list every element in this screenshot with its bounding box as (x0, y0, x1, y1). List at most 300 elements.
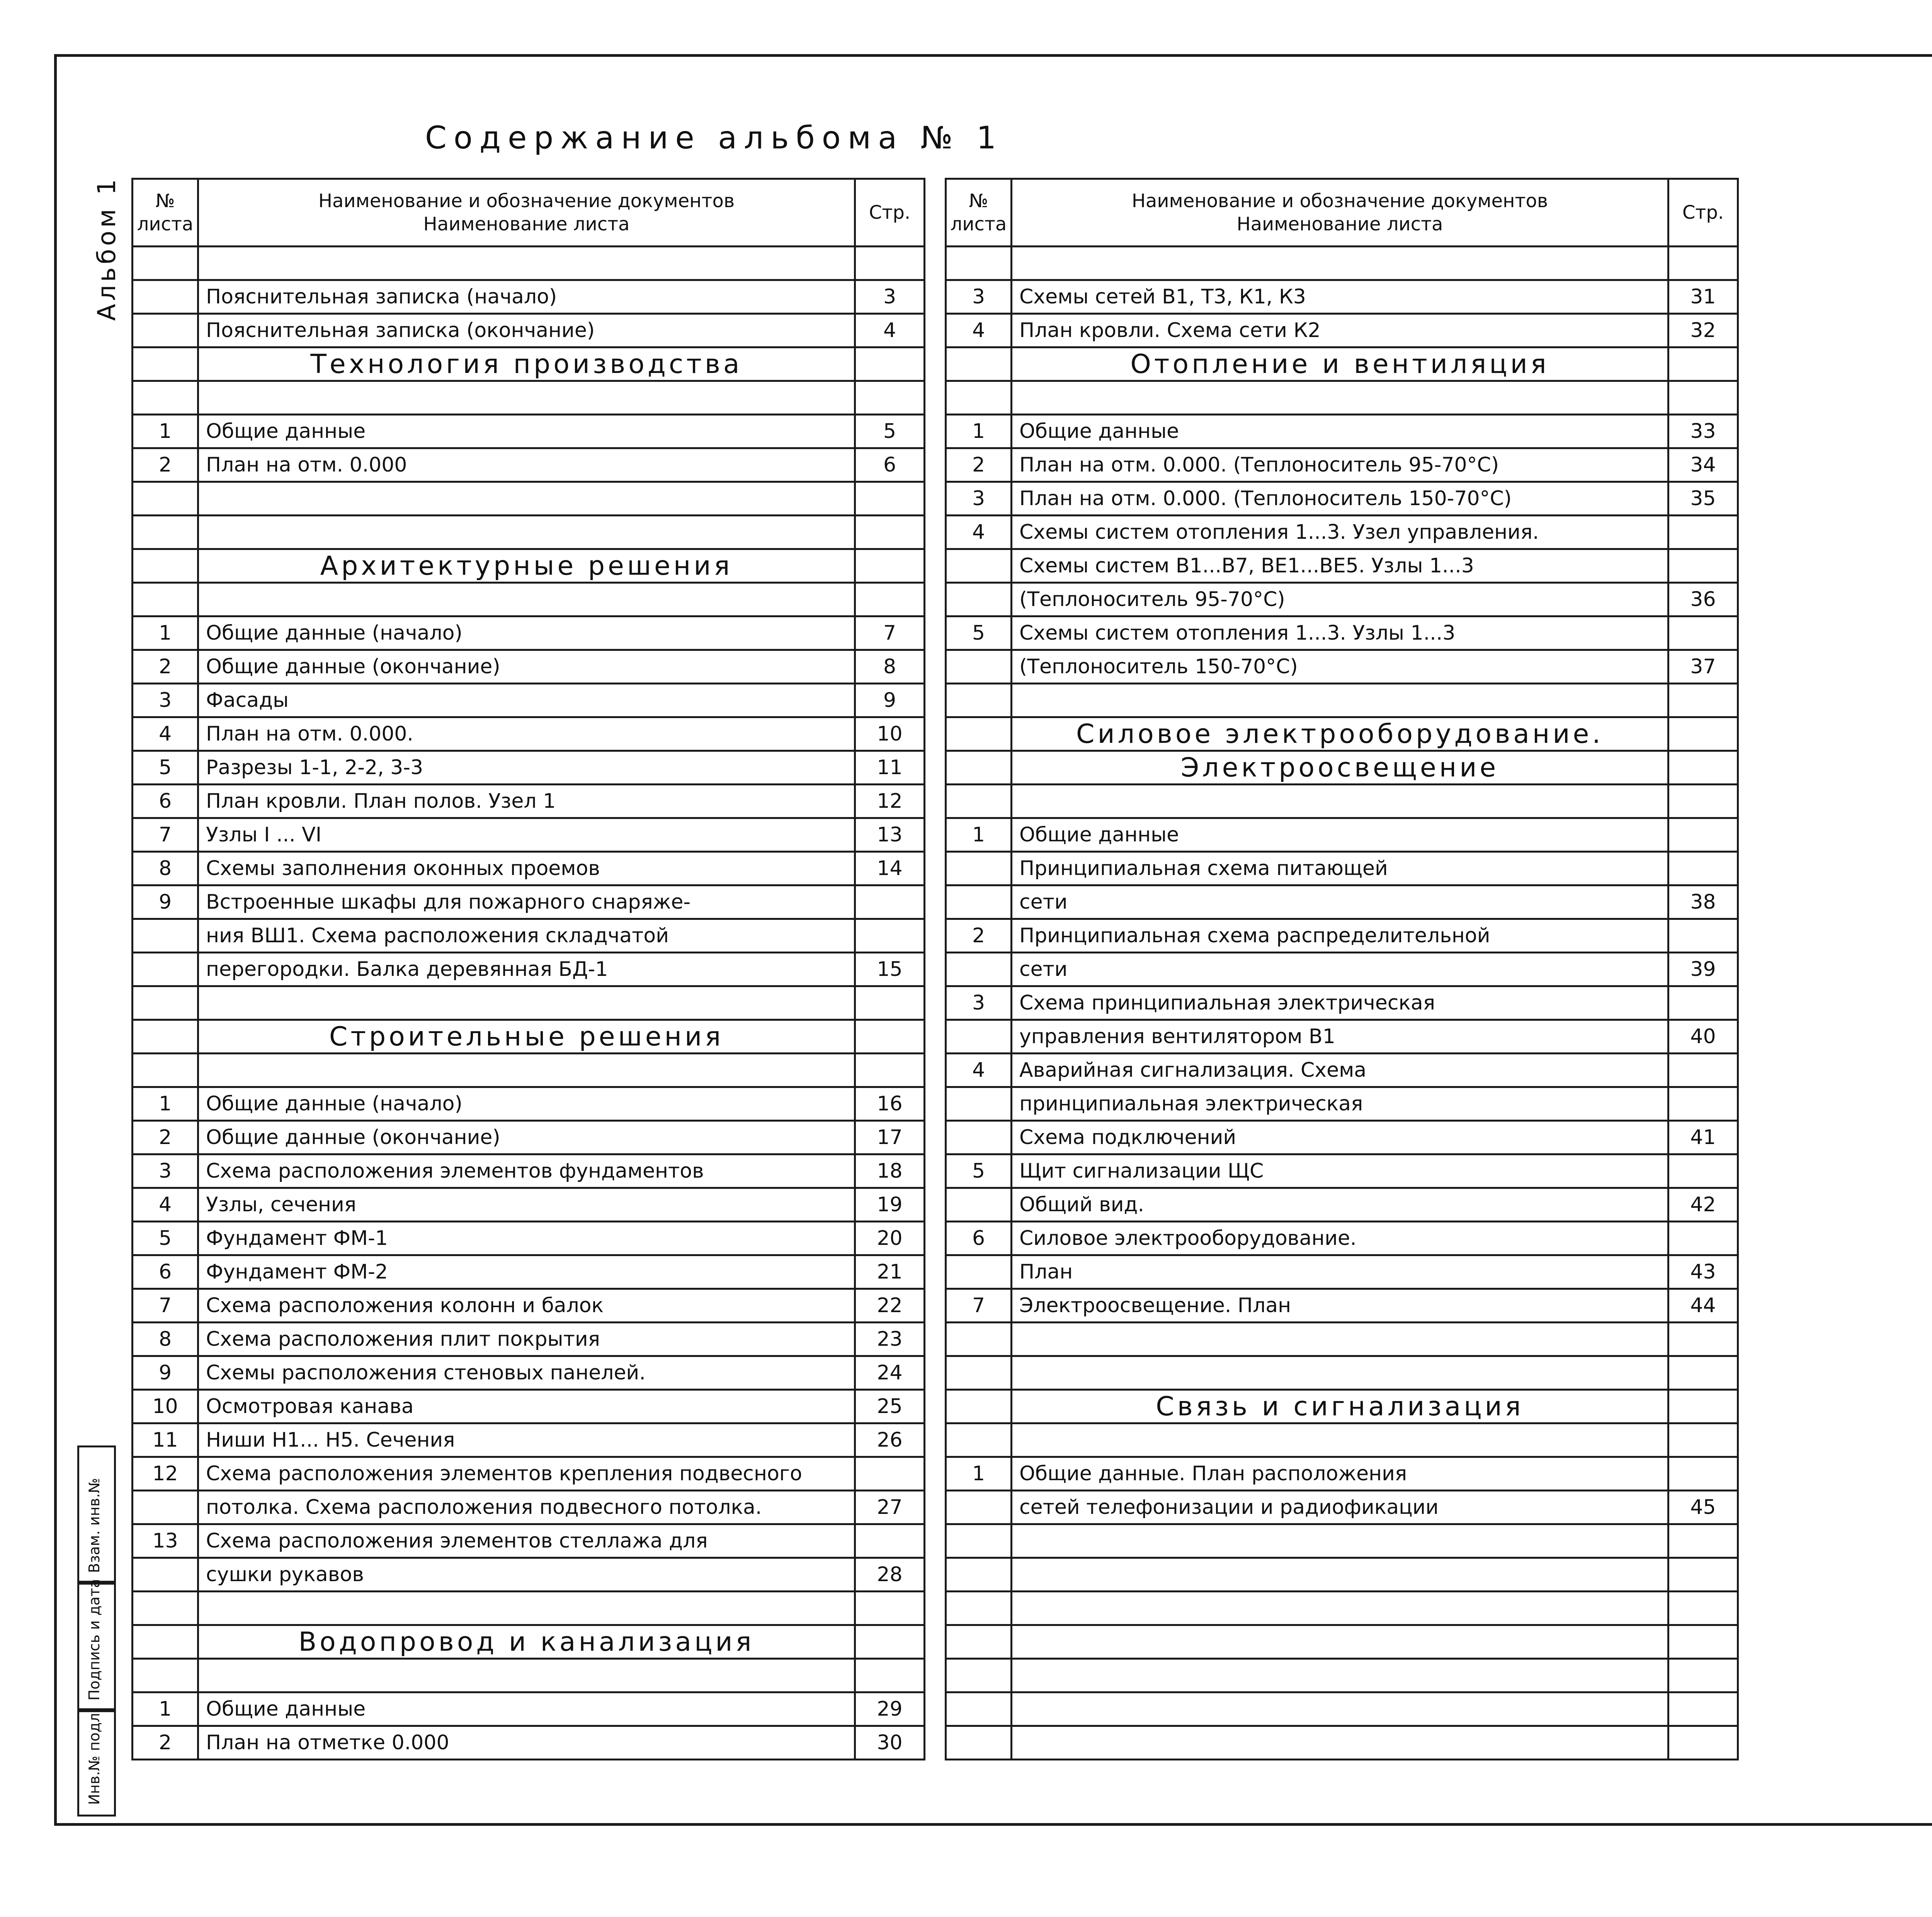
row-num: 5 (133, 1222, 198, 1255)
row-num: 3 (946, 986, 1012, 1020)
row-num: 5 (946, 1154, 1012, 1188)
row-page: 20 (855, 1222, 925, 1255)
header-num: № листа (133, 179, 198, 247)
row-page (855, 1659, 925, 1692)
row-num: 2 (133, 1726, 198, 1760)
toc-row (133, 1491, 925, 1524)
section-heading-row (133, 347, 925, 381)
row-title: План кровли. План полов. Узел 1 (198, 785, 855, 818)
row-page: 27 (855, 1491, 925, 1524)
row-page (1668, 818, 1738, 852)
row-num (946, 1087, 1012, 1121)
stamp-vzam: Взам. инв.№ (86, 1478, 103, 1573)
page-title: Содержание альбома № 1 (425, 120, 1003, 156)
toc-row (946, 1558, 1738, 1592)
row-title: Силовое электрооборудование. (1012, 1222, 1668, 1255)
toc-row (133, 852, 925, 885)
row-page (855, 516, 925, 549)
toc-row (946, 1222, 1738, 1255)
row-title (1012, 1323, 1668, 1356)
row-num (133, 1625, 198, 1659)
row-title: Схемы систем В1...В7, ВЕ1...ВЕ5. Узлы 1...3 (1012, 549, 1668, 583)
row-page (1668, 1592, 1738, 1625)
row-num: 3 (946, 280, 1012, 314)
row-page (1668, 616, 1738, 650)
row-title: Общие данные (1012, 415, 1668, 448)
section-heading-row (946, 347, 1738, 381)
toc-row (946, 785, 1738, 818)
row-title: ния ВШ1. Схема расположения складчатой (198, 919, 855, 953)
toc-header-row (133, 179, 925, 247)
row-num: 6 (946, 1222, 1012, 1255)
toc-row (133, 1457, 925, 1491)
row-num: 11 (133, 1423, 198, 1457)
row-page: 5 (855, 415, 925, 448)
row-page (1668, 381, 1738, 415)
row-num (946, 684, 1012, 717)
row-title (1012, 1659, 1668, 1692)
row-title: (Теплоноситель 95-70°С) (1012, 583, 1668, 616)
toc-table-right (945, 178, 1739, 1760)
toc-row (946, 1188, 1738, 1222)
toc-row (133, 986, 925, 1020)
row-num: 10 (133, 1390, 198, 1423)
section-heading: Связь и сигнализация (1012, 1390, 1668, 1423)
row-page (1668, 1423, 1738, 1457)
toc-body-right (946, 247, 1738, 1760)
row-page: 13 (855, 818, 925, 852)
row-num (946, 1020, 1012, 1054)
toc-row (133, 1592, 925, 1625)
row-page (1668, 852, 1738, 885)
row-num (133, 347, 198, 381)
section-heading: Технология производства (198, 347, 855, 381)
row-num (133, 1659, 198, 1692)
row-num (946, 1390, 1012, 1423)
row-title: Схема подключений (1012, 1121, 1668, 1154)
toc-row (946, 650, 1738, 684)
row-title (1012, 1726, 1668, 1760)
row-title: Общие данные (198, 1692, 855, 1726)
toc-row (946, 1020, 1738, 1054)
row-page (855, 482, 925, 516)
toc-row (133, 785, 925, 818)
row-page: 26 (855, 1423, 925, 1457)
row-num (133, 583, 198, 616)
section-heading: Электроосвещение (1012, 751, 1668, 785)
row-page: 3 (855, 280, 925, 314)
row-num (946, 347, 1012, 381)
toc-row (133, 482, 925, 516)
row-page (1668, 1323, 1738, 1356)
row-title (198, 583, 855, 616)
row-num (133, 549, 198, 583)
toc-row (946, 1255, 1738, 1289)
row-page (1668, 919, 1738, 953)
row-page (855, 885, 925, 919)
section-heading: Архитектурные решения (198, 549, 855, 583)
row-num (946, 885, 1012, 919)
toc-row (133, 1121, 925, 1154)
row-page: 42 (1668, 1188, 1738, 1222)
row-num: 3 (946, 482, 1012, 516)
header-name-line2: Наименование листа (1236, 213, 1443, 235)
section-heading-row (946, 717, 1738, 751)
row-page (855, 1020, 925, 1054)
section-heading-row (946, 751, 1738, 785)
row-num: 7 (133, 818, 198, 852)
row-page: 9 (855, 684, 925, 717)
row-title: Общие данные (198, 415, 855, 448)
row-num (946, 549, 1012, 583)
toc-row (946, 583, 1738, 616)
toc-row (946, 1154, 1738, 1188)
toc-row (946, 448, 1738, 482)
toc-table-left (131, 178, 925, 1760)
toc-row (133, 1255, 925, 1289)
row-num (946, 1592, 1012, 1625)
row-title: Схемы заполнения оконных проемов (198, 852, 855, 885)
row-num: 9 (133, 885, 198, 919)
row-num (946, 1692, 1012, 1726)
row-title: Принципиальная схема питающей (1012, 852, 1668, 885)
row-num: 7 (946, 1289, 1012, 1323)
toc-row (133, 1289, 925, 1323)
toc-row (946, 1726, 1738, 1760)
toc-row (133, 280, 925, 314)
row-page: 11 (855, 751, 925, 785)
row-page (855, 1054, 925, 1087)
row-page: 33 (1668, 415, 1738, 448)
section-heading-row (946, 1390, 1738, 1423)
row-num: 8 (133, 852, 198, 885)
row-page: 22 (855, 1289, 925, 1323)
row-page (855, 1524, 925, 1558)
row-title: Общие данные (начало) (198, 616, 855, 650)
toc-row (133, 885, 925, 919)
row-page (1668, 1726, 1738, 1760)
toc-row (133, 583, 925, 616)
row-num: 6 (133, 1255, 198, 1289)
toc-row (133, 415, 925, 448)
row-page (1668, 1390, 1738, 1423)
row-title: План кровли. Схема сети К2 (1012, 314, 1668, 347)
row-page (1668, 1524, 1738, 1558)
row-num: 2 (946, 919, 1012, 953)
row-title (1012, 1592, 1668, 1625)
row-page (1668, 247, 1738, 280)
row-num (133, 1558, 198, 1592)
row-num (946, 1121, 1012, 1154)
section-heading-row (133, 1020, 925, 1054)
header-name (198, 179, 855, 247)
toc-row (946, 415, 1738, 448)
row-num (946, 1356, 1012, 1390)
row-page: 25 (855, 1390, 925, 1423)
toc-row (946, 986, 1738, 1020)
row-num (946, 1726, 1012, 1760)
row-num (946, 1659, 1012, 1692)
toc-row (133, 650, 925, 684)
section-heading-row (133, 549, 925, 583)
row-title (1012, 1558, 1668, 1592)
row-num: 2 (133, 1121, 198, 1154)
row-page: 44 (1668, 1289, 1738, 1323)
row-num: 7 (133, 1289, 198, 1323)
row-title (1012, 381, 1668, 415)
toc-row (133, 1087, 925, 1121)
row-page (1668, 1692, 1738, 1726)
row-page (1668, 516, 1738, 549)
row-title: Схема принципиальная электрическая (1012, 986, 1668, 1020)
toc-row (133, 953, 925, 986)
row-num (133, 1020, 198, 1054)
row-num (946, 583, 1012, 616)
toc-row (946, 852, 1738, 885)
toc-row (133, 381, 925, 415)
row-page: 16 (855, 1087, 925, 1121)
row-num: 1 (133, 1692, 198, 1726)
row-page (1668, 1054, 1738, 1087)
row-title: Электроосвещение. План (1012, 1289, 1668, 1323)
row-page: 34 (1668, 448, 1738, 482)
row-title: План (1012, 1255, 1668, 1289)
header-name-line1: Наименование и обозначение документов (1131, 190, 1548, 212)
stamp-podpis: Подпись и дата (86, 1579, 103, 1701)
row-page (1668, 717, 1738, 751)
row-num: 1 (946, 415, 1012, 448)
toc-row (133, 247, 925, 280)
toc-row (946, 684, 1738, 717)
toc-row (946, 381, 1738, 415)
row-page (855, 583, 925, 616)
row-page (1668, 1087, 1738, 1121)
section-heading: Силовое электрооборудование. (1012, 717, 1668, 751)
row-page (1668, 549, 1738, 583)
row-num: 1 (946, 818, 1012, 852)
row-title: Общие данные (1012, 818, 1668, 852)
row-title: Пояснительная записка (начало) (198, 280, 855, 314)
row-num (133, 1054, 198, 1087)
toc-row (946, 818, 1738, 852)
row-num: 2 (133, 448, 198, 482)
row-title (198, 482, 855, 516)
toc-row (133, 1659, 925, 1692)
header-num: № листа (946, 179, 1012, 247)
row-page: 36 (1668, 583, 1738, 616)
row-title (198, 247, 855, 280)
row-num: 5 (946, 616, 1012, 650)
row-num (133, 1491, 198, 1524)
row-page: 18 (855, 1154, 925, 1188)
row-num (133, 314, 198, 347)
row-title (198, 986, 855, 1020)
row-title: сети (1012, 953, 1668, 986)
section-heading: Строительные решения (198, 1020, 855, 1054)
toc-row (133, 1188, 925, 1222)
row-num: 1 (946, 1457, 1012, 1491)
header-name-line2: Наименование листа (423, 213, 630, 235)
row-num (946, 751, 1012, 785)
toc-row (946, 1356, 1738, 1390)
row-title: Общие данные (окончание) (198, 650, 855, 684)
row-title (1012, 785, 1668, 818)
row-page: 28 (855, 1558, 925, 1592)
toc-row (946, 549, 1738, 583)
toc-row (946, 953, 1738, 986)
toc-row (946, 885, 1738, 919)
row-num: 4 (133, 1188, 198, 1222)
row-title (1012, 684, 1668, 717)
toc-row (946, 1659, 1738, 1692)
toc-row (946, 247, 1738, 280)
row-page (1668, 1356, 1738, 1390)
row-title: Схема расположения элементов крепления подвесного (198, 1457, 855, 1491)
row-num (133, 482, 198, 516)
row-page (855, 1457, 925, 1491)
toc-row (946, 919, 1738, 953)
row-title: Схемы сетей В1, Т3, К1, К3 (1012, 280, 1668, 314)
row-num (946, 717, 1012, 751)
row-num: 3 (133, 684, 198, 717)
row-title: Схемы систем отопления 1...3. Узел управления. (1012, 516, 1668, 549)
row-num (133, 953, 198, 986)
row-title: перегородки. Балка деревянная БД-1 (198, 953, 855, 986)
row-page: 32 (1668, 314, 1738, 347)
row-page: 39 (1668, 953, 1738, 986)
toc-row (133, 1726, 925, 1760)
row-title: Общие данные. План расположения (1012, 1457, 1668, 1491)
toc-row (946, 1592, 1738, 1625)
toc-row (133, 751, 925, 785)
toc-header-row (946, 179, 1738, 247)
row-num: 4 (946, 314, 1012, 347)
row-title (1012, 247, 1668, 280)
row-title: (Теплоноситель 150-70°С) (1012, 650, 1668, 684)
row-num: 6 (133, 785, 198, 818)
row-title: сушки рукавов (198, 1558, 855, 1592)
row-page (1668, 986, 1738, 1020)
row-title (198, 1054, 855, 1087)
row-title: Осмотровая канава (198, 1390, 855, 1423)
row-page: 21 (855, 1255, 925, 1289)
toc-row (133, 448, 925, 482)
row-num: 4 (133, 717, 198, 751)
row-page: 7 (855, 616, 925, 650)
row-num: 13 (133, 1524, 198, 1558)
row-num (946, 1323, 1012, 1356)
row-page: 6 (855, 448, 925, 482)
toc-row (946, 1692, 1738, 1726)
row-page (1668, 785, 1738, 818)
toc-row (946, 1423, 1738, 1457)
row-num (133, 381, 198, 415)
row-title: План на отм. 0.000 (198, 448, 855, 482)
toc-row (946, 1491, 1738, 1524)
toc-row (133, 717, 925, 751)
row-title: Фундамент ФМ-1 (198, 1222, 855, 1255)
stamp-inv: Инв.№ подл. (86, 1708, 103, 1805)
row-page: 31 (1668, 280, 1738, 314)
row-num (946, 1625, 1012, 1659)
toc-row (946, 1289, 1738, 1323)
row-num (133, 516, 198, 549)
row-page: 45 (1668, 1491, 1738, 1524)
row-page: 29 (855, 1692, 925, 1726)
row-title (198, 516, 855, 549)
toc-row (133, 616, 925, 650)
row-num: 5 (133, 751, 198, 785)
row-title: Фасады (198, 684, 855, 717)
row-page: 43 (1668, 1255, 1738, 1289)
toc-row (133, 1222, 925, 1255)
row-title: принципиальная электрическая (1012, 1087, 1668, 1121)
row-page: 15 (855, 953, 925, 986)
row-num (946, 1558, 1012, 1592)
section-heading: Отопление и вентиляция (1012, 347, 1668, 381)
row-page: 12 (855, 785, 925, 818)
row-page (1668, 1457, 1738, 1491)
row-page (1668, 1558, 1738, 1592)
toc-row (946, 280, 1738, 314)
toc-row (946, 1087, 1738, 1121)
row-title: Щит сигнализации ЩС (1012, 1154, 1668, 1188)
row-num: 1 (133, 415, 198, 448)
row-title: сети (1012, 885, 1668, 919)
toc-row (133, 1154, 925, 1188)
toc-row (133, 1054, 925, 1087)
row-page (855, 347, 925, 381)
row-page: 10 (855, 717, 925, 751)
row-title: Общий вид. (1012, 1188, 1668, 1222)
row-title: Схема расположения элементов стеллажа для (198, 1524, 855, 1558)
row-num: 2 (133, 650, 198, 684)
row-title: Ниши Н1... Н5. Сечения (198, 1423, 855, 1457)
row-page: 19 (855, 1188, 925, 1222)
row-page (1668, 751, 1738, 785)
row-page (1668, 1222, 1738, 1255)
row-num (946, 852, 1012, 885)
toc-row (133, 684, 925, 717)
row-page: 35 (1668, 482, 1738, 516)
row-title: потолка. Схема расположения подвесного потолка. (198, 1491, 855, 1524)
row-page (855, 1592, 925, 1625)
row-num (946, 1188, 1012, 1222)
row-page (855, 549, 925, 583)
toc-row (946, 1323, 1738, 1356)
row-title: План на отм. 0.000. (198, 717, 855, 751)
toc-row (133, 314, 925, 347)
row-page (855, 919, 925, 953)
row-title: сетей телефонизации и радиофикации (1012, 1491, 1668, 1524)
row-num (946, 247, 1012, 280)
row-title: Схема расположения колонн и балок (198, 1289, 855, 1323)
row-page (855, 1625, 925, 1659)
row-page (855, 247, 925, 280)
row-num: 4 (946, 516, 1012, 549)
toc-row (133, 919, 925, 953)
row-num (946, 953, 1012, 986)
header-name (1012, 179, 1668, 247)
header-page: Стр. (1668, 179, 1738, 247)
row-title: Схемы расположения стеновых панелей. (198, 1356, 855, 1390)
toc-body-left (133, 247, 925, 1760)
row-title: Общие данные (окончание) (198, 1121, 855, 1154)
row-page: 23 (855, 1323, 925, 1356)
row-page (1668, 347, 1738, 381)
toc-row (946, 314, 1738, 347)
row-page: 40 (1668, 1020, 1738, 1054)
